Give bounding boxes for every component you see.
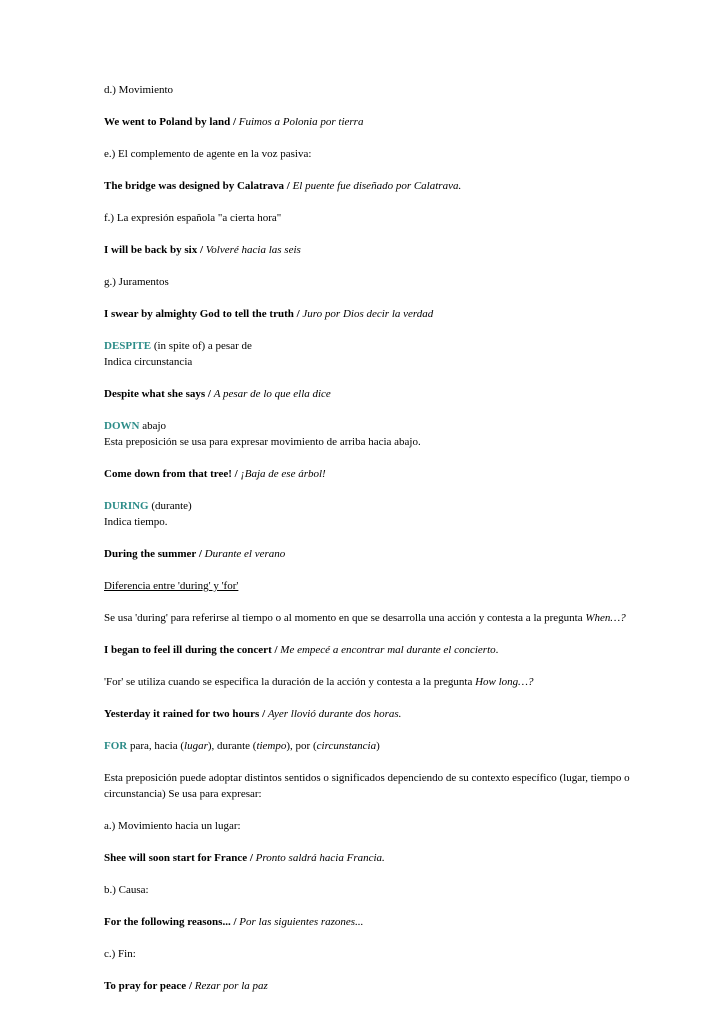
- separator: /: [271, 644, 281, 656]
- term-despite: DESPITE: [104, 340, 152, 352]
- gloss-part: ), por (: [286, 740, 317, 752]
- separator: /: [259, 708, 268, 720]
- example-despite: [104, 386, 664, 402]
- example-english: I began to feel ill during the concert: [104, 644, 272, 656]
- example-e: [104, 178, 664, 194]
- document-body: [104, 82, 664, 1010]
- example-spanish: Durante el verano: [204, 548, 286, 560]
- example-english: The bridge was designed by Calatrava: [104, 180, 284, 192]
- example-spanish: Rezar por la paz: [194, 980, 268, 992]
- example-spanish: ¡Baja de ese árbol!: [240, 468, 326, 480]
- gloss-tiempo: tiempo: [256, 740, 287, 752]
- example-spanish: El puente fue diseñado por Calatrava.: [292, 180, 462, 192]
- term-description-for: Esta preposición puede adoptar distintos sentidos o significados depenciendo de su contexto específico (lugar, tiempo o circunstancia) Se usa para expresar:: [104, 772, 630, 800]
- example-english: During the summer: [104, 548, 197, 560]
- section-heading-g: g.) Juramentos: [104, 276, 169, 288]
- example-english: Despite what she says: [104, 388, 206, 400]
- example-for-a: [104, 850, 664, 866]
- example-during-concert: [104, 642, 664, 658]
- period: .: [495, 644, 499, 656]
- term-gloss: (in spite of) a pesar de: [151, 340, 252, 352]
- term-during: DURING: [104, 500, 149, 512]
- example-for-c: [104, 978, 664, 994]
- example-spanish: Fuimos a Polonia por tierra: [238, 116, 364, 128]
- example-spanish: Volveré hacia las seis: [205, 244, 301, 256]
- example-d: [104, 114, 664, 130]
- example-english: Yesterday it rained for two hours: [104, 708, 260, 720]
- term-heading-down: [104, 418, 664, 434]
- usage-question: How long…?: [475, 676, 534, 688]
- section-heading-for-a: a.) Movimiento hacia un lugar:: [104, 820, 241, 832]
- example-english: We went to Poland by land: [104, 116, 231, 128]
- example-english: For the following reasons...: [104, 916, 231, 928]
- usage-question: When…?: [585, 612, 626, 624]
- example-spanish: Juro por Dios decir la verdad: [302, 308, 434, 320]
- usage-text: Se usa 'during' para referirse al tiempo o al momento en que se desarrolla una acción y contesta a la pregunta: [104, 612, 586, 624]
- example-f: [104, 242, 664, 258]
- example-english: I will be back by six: [104, 244, 198, 256]
- term-for: FOR: [104, 740, 128, 752]
- section-heading-f: f.) La expresión española "a cierta hora": [104, 212, 282, 224]
- example-spanish: A pesar de lo que ella dice: [213, 388, 331, 400]
- example-for-hours: [104, 706, 664, 722]
- example-english: Come down from that tree!: [104, 468, 232, 480]
- gloss-part: ): [376, 740, 380, 752]
- gloss-lugar: lugar: [184, 740, 208, 752]
- usage-text: 'For' se utiliza cuando se especifica la duración de la acción y contesta a la pregunta: [104, 676, 476, 688]
- separator: /: [205, 388, 214, 400]
- term-description-despite: Indica circunstancia: [104, 356, 193, 368]
- separator: /: [230, 916, 240, 928]
- subheading-during-vs-for: Diferencia entre 'during' y 'for': [104, 580, 239, 592]
- gloss-part: ), durante (: [207, 740, 257, 752]
- section-heading-for-b: b.) Causa:: [104, 884, 149, 896]
- example-spanish: Por las siguientes razones...: [239, 916, 364, 928]
- section-heading-for-c: c.) Fin:: [104, 948, 136, 960]
- usage-for: [104, 674, 664, 690]
- gloss-circunstancia: circunstancia: [316, 740, 377, 752]
- example-english: Shee will soon start for France: [104, 852, 248, 864]
- example-english: I swear by almighty God to tell the truth: [104, 308, 294, 320]
- example-for-b: [104, 914, 664, 930]
- example-during: [104, 546, 664, 562]
- term-heading-for: [104, 738, 664, 754]
- separator: /: [186, 980, 195, 992]
- separator: /: [196, 548, 205, 560]
- term-gloss: (durante): [148, 500, 192, 512]
- section-heading-e: e.) El complemento de agente en la voz pasiva:: [104, 148, 312, 160]
- term-heading-during: [104, 498, 664, 514]
- separator: /: [231, 468, 241, 480]
- example-spanish: Ayer llovió durante dos horas.: [267, 708, 402, 720]
- separator: /: [197, 244, 206, 256]
- separator: /: [293, 308, 303, 320]
- usage-during: [104, 610, 664, 626]
- term-description-during: Indica tiempo.: [104, 516, 168, 528]
- example-g: [104, 306, 664, 322]
- gloss-part: para, hacia (: [127, 740, 185, 752]
- example-down: [104, 466, 664, 482]
- section-heading-d: d.) Movimiento: [104, 84, 174, 96]
- term-down: DOWN: [104, 420, 140, 432]
- term-heading-despite: [104, 338, 664, 354]
- separator: /: [247, 852, 256, 864]
- term-gloss: abajo: [139, 420, 167, 432]
- separator: /: [284, 180, 293, 192]
- example-english: To pray for peace: [104, 980, 187, 992]
- separator: /: [230, 116, 239, 128]
- example-spanish: Pronto saldrá hacia Francia.: [255, 852, 385, 864]
- term-description-down: Esta preposición se usa para expresar movimiento de arriba hacia abajo.: [104, 436, 421, 448]
- example-spanish: Me empecé a encontrar mal durante el concierto: [280, 644, 496, 656]
